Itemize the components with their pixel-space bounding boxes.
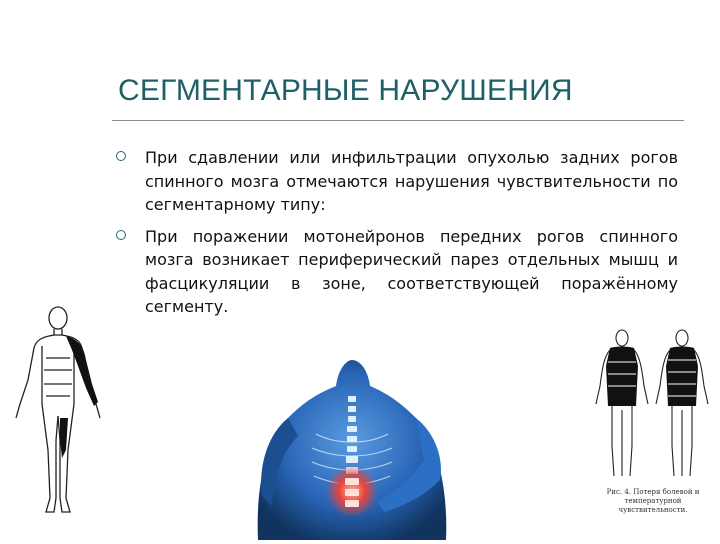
hollow-circle-bullet-icon [116,230,126,240]
slide-title: СЕГМЕНТАРНЫЕ НАРУШЕНИЯ [118,74,573,107]
hollow-circle-bullet-icon [116,151,126,161]
bullet-text: При сдавлении или инфильтрации опухолью задних рогов спинного мозга отмечаются нарушения чувствительности по сегментарному типу: [145,148,678,214]
bullet-item [112,225,678,319]
body-dermatome-diagram-icon [8,300,108,520]
title-divider [112,120,684,121]
bullet-item [112,146,678,217]
figure-caption: Рис. 4. Потеря болевой и температурной чувствительности. [606,488,700,514]
back-pain-spine-photo-icon [228,356,458,540]
bullet-list [112,146,678,327]
bullet-text: При поражении мотонейронов передних рогов спинного мозга возникает периферический парез отдельных мышц и фасцикуляции в зоне, соответствующей поражённому сегменту. [145,226,678,316]
